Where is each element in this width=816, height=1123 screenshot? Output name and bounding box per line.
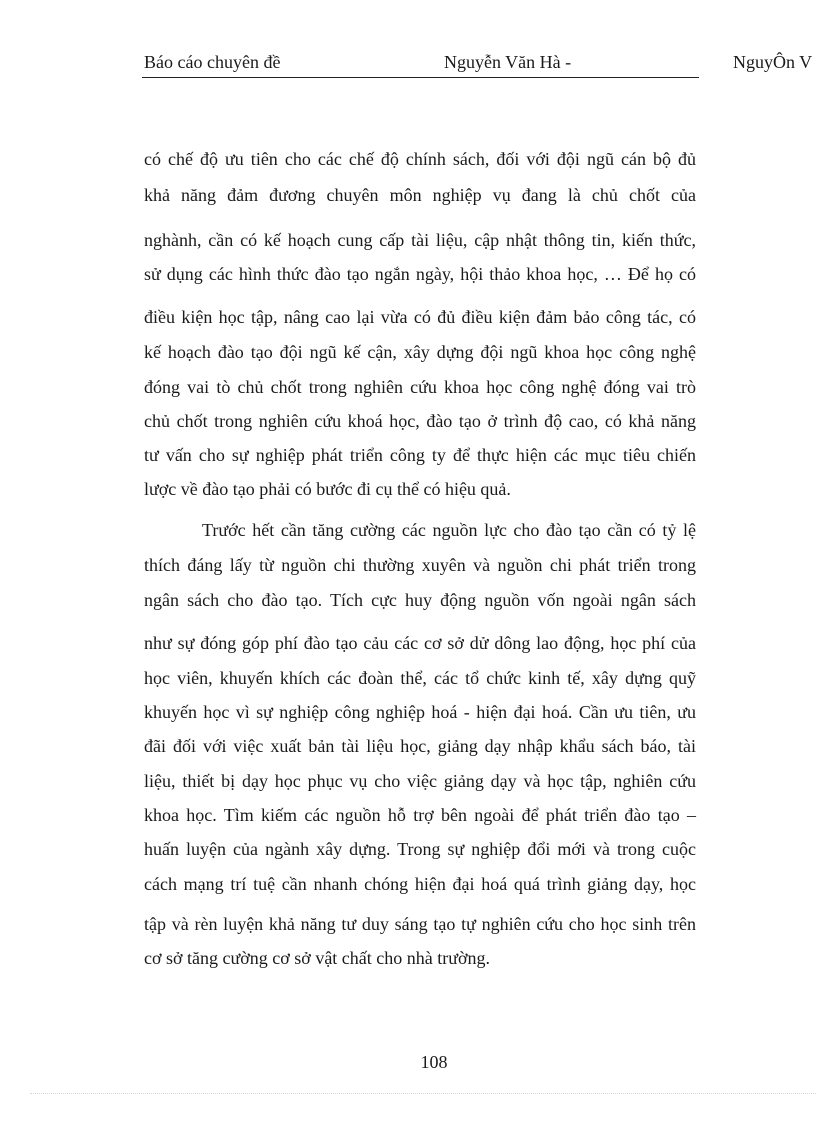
footer-dotted-rule [30, 1093, 816, 1094]
body-line: khoa học. Tìm kiếm các nguồn hỗ trợ bên ngoài để phát triển đào tạo – [144, 805, 696, 825]
body-line: cách mạng trí tuệ cần nhanh chóng hiện đại hoá quá trình giảng dạy, học [144, 874, 696, 894]
body-line: tập và rèn luyện khả năng tư duy sáng tạo tự nghiên cứu cho học sinh trên [144, 914, 696, 934]
header-author-truncated: NguyÔn V [733, 52, 813, 72]
body-line: chủ chốt trong nghiên cứu khoá học, đào tạo ở trình độ cao, có khả năng [144, 411, 696, 431]
header-author: Nguyễn Văn Hà - [444, 52, 572, 72]
body-line: nghành, cần có kế hoạch cung cấp tài liệu, cập nhật thông tin, kiến thức, [144, 230, 696, 250]
body-line: đãi đối với việc xuất bản tài liệu học, giảng dạy nhập khẩu sách báo, tài [144, 736, 696, 756]
body-line: như sự đóng góp phí đào tạo cảu các cơ sở dử dông lao động, học phí của [144, 633, 696, 653]
body-line: đóng vai tò chủ chốt trong nghiên cứu khoa học công nghệ đóng vai trò [144, 377, 696, 397]
body-line: cơ sở tăng cường cơ sở vật chất cho nhà trường. [144, 948, 491, 968]
body-line: tư vấn cho sự nghiệp phát triển công ty để thực hiện các mục tiêu chiến [144, 445, 696, 465]
body-line: sử dụng các hình thức đào tạo ngắn ngày, hội thảo khoa học, … Để họ có [144, 264, 696, 284]
body-line: Trước hết cần tăng cường các nguồn lực cho đào tạo cần có tỷ lệ [202, 520, 696, 540]
body-line: điều kiện học tập, nâng cao lại vừa có đủ điều kiện đảm bảo công tác, có [144, 307, 696, 327]
body-line: khả năng đảm đương chuyên môn nghiệp vụ đang là chủ chốt của [144, 185, 696, 205]
body-line: thích đáng lấy từ nguồn chi thường xuyên và nguồn chi phát triển trong [144, 555, 696, 575]
body-line: kế hoạch đào tạo đội ngũ kế cận, xây dựng đội ngũ khoa học công nghệ [144, 342, 696, 362]
body-line: lược về đào tạo phải có bước đi cụ thể có hiệu quả. [144, 479, 511, 499]
body-line: khuyến học vì sự nghiệp công nghiệp hoá - hiện đại hoá. Cần ưu tiên, ưu [144, 702, 696, 722]
page-number: 108 [420, 1052, 448, 1072]
body-line: học viên, khuyến khích các đoàn thể, các tổ chức kinh tế, xây dựng quỹ [144, 668, 696, 688]
header-report-title: Báo cáo chuyên đề [144, 52, 281, 72]
body-line: ngân sách cho đào tạo. Tích cực huy động nguồn vốn ngoài ngân sách [144, 590, 696, 610]
body-line: có chế độ ưu tiên cho các chế độ chính sách, đối với đội ngũ cán bộ đủ [144, 149, 696, 169]
body-line: liệu, thiết bị dạy học phục vụ cho việc giảng dạy và học tập, nghiên cứu [144, 771, 696, 791]
header-rule [142, 77, 699, 78]
body-line: huấn luyện của ngành xây dựng. Trong sự nghiệp đổi mới và trong cuộc [144, 839, 696, 859]
